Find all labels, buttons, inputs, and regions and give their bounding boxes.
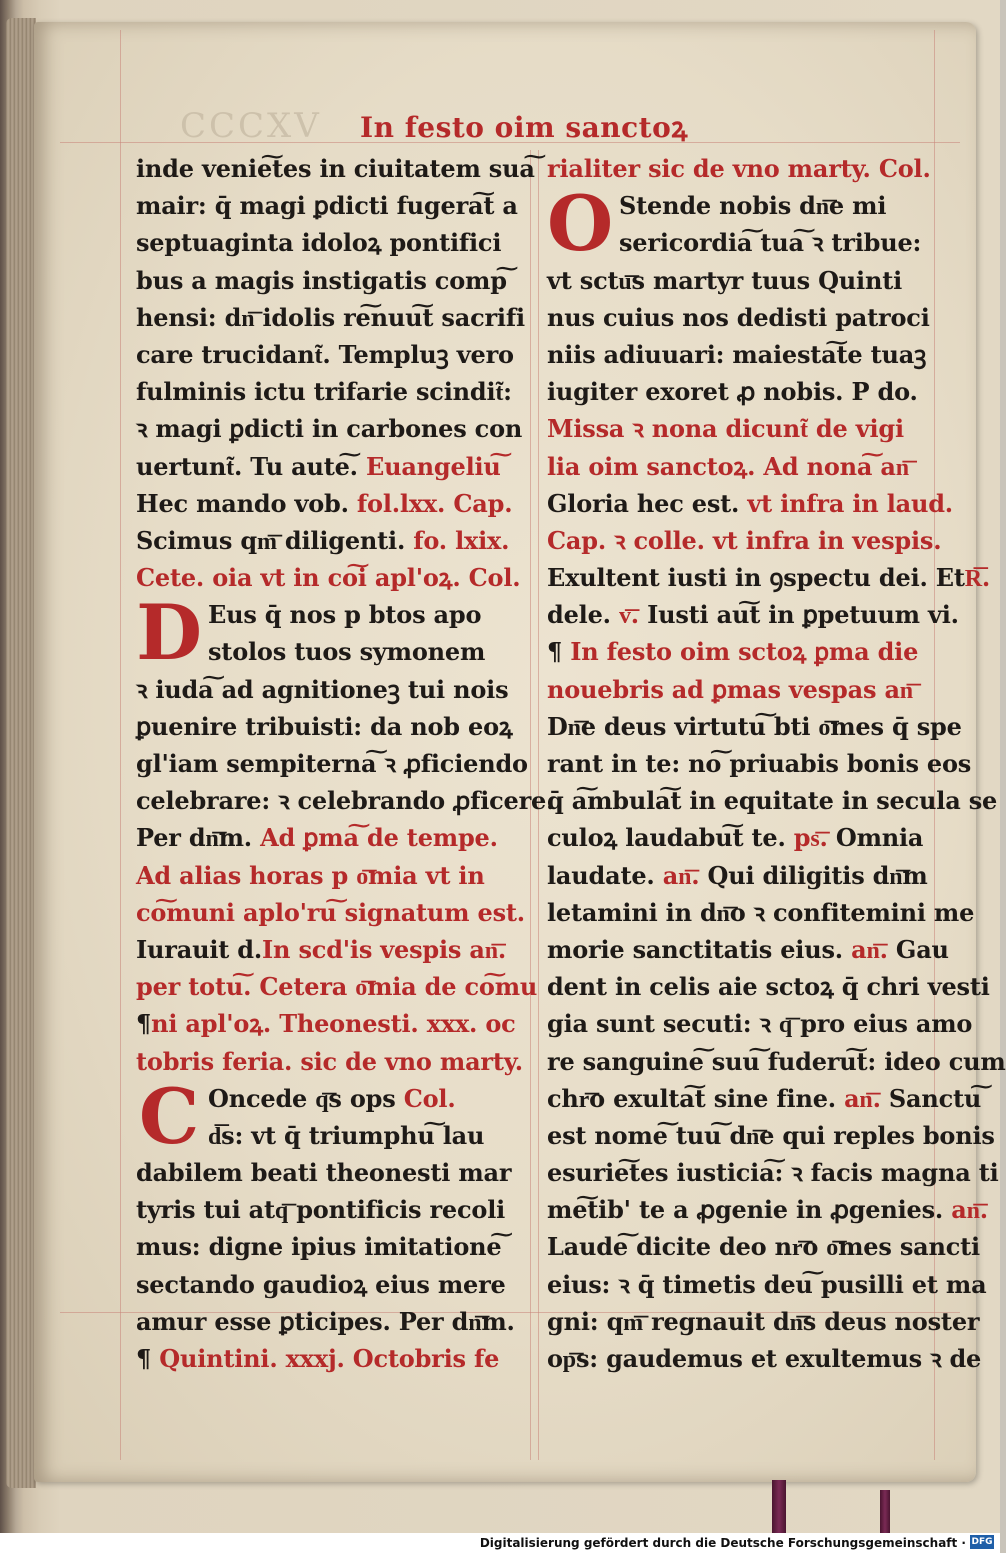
text-line	[136, 262, 516, 299]
text-line	[136, 373, 516, 410]
text-line	[136, 224, 516, 261]
text-line	[547, 336, 927, 373]
black-text: bus a magis instigatis comp͠	[136, 265, 507, 295]
black-text: Per dn͞m.	[136, 823, 252, 853]
rubric-text: vt infra in laud.	[739, 488, 953, 518]
text-line	[136, 782, 555, 819]
black-text: d͞s: vt q̄ triumphu͠ lau	[208, 1120, 485, 1150]
black-text: nus cuius nos dedisti patroci	[547, 302, 930, 332]
rubric-text: Euangeliu͠	[357, 451, 501, 481]
rubricated-initial: D	[136, 588, 202, 678]
text-line	[136, 745, 528, 782]
black-text: celebrare: ꝛ celebrando ꝓficere.	[136, 786, 555, 816]
black-text: gl'iam sempiterna͠ ꝛ ꝓficiendo	[136, 749, 528, 778]
black-text: ꝑuenire tribuisti: da nob eoꝝ	[136, 711, 513, 741]
bookmark-ribbon	[772, 1480, 786, 1533]
black-text: uertunt͂. Tu aute͠.	[136, 451, 358, 481]
digitization-footer	[0, 1533, 1000, 1553]
text-line	[547, 1154, 999, 1191]
rubric-text: an͞.	[943, 1195, 988, 1225]
text-line	[547, 857, 927, 894]
text-line	[547, 1303, 980, 1340]
black-text: gia sunt secuti: ꝛ q͞ pro eius amo	[547, 1009, 973, 1039]
rubric-text: Quintini. xxxj. Octobris fe	[151, 1344, 500, 1373]
text-line	[547, 596, 959, 633]
text-line	[547, 819, 927, 856]
rubric-text: fo. lxix.	[405, 525, 510, 555]
black-text: fulminis ictu trifarie scindit͂:	[136, 377, 512, 407]
text-line	[136, 410, 523, 447]
text-line	[547, 931, 949, 968]
text-line	[136, 1154, 516, 1191]
text-line	[547, 671, 927, 708]
text-line	[547, 559, 991, 596]
rubric-text: lia oim sanctoꝝ. Ad nona͠ an͞	[547, 451, 909, 481]
text-line	[547, 485, 953, 522]
black-text: laudate.	[547, 860, 655, 890]
rule-line	[120, 30, 121, 1460]
text-line	[547, 782, 998, 819]
black-text: hensi: dn͞ idolis re͠nuu͠t sacrifi	[136, 302, 525, 332]
black-text: niis adiuuari: maiesta͠te tuaꝫ	[547, 339, 927, 369]
black-text: op͞s: gaudemus et exultemus ꝛ de	[547, 1344, 982, 1373]
rubric-text: In festo oim sctoꝝ ꝑma die	[562, 637, 919, 667]
rubric-text: In scd'is vespis an͞.	[262, 934, 507, 964]
text-line	[547, 1117, 995, 1154]
black-text: vt sctu͞s martyr tuus Quinti	[547, 265, 903, 295]
black-text: culoꝝ laudabu͠t te.	[547, 823, 786, 853]
black-text: ¶	[547, 637, 563, 667]
black-text: me͠tib' te a ꝓgenie in ꝓgenies.	[547, 1195, 944, 1225]
text-line	[136, 559, 521, 596]
black-text: Scimus qm͞ diligenti.	[136, 525, 406, 555]
text-line	[136, 931, 516, 968]
text-line	[136, 894, 525, 931]
black-text: Hec mando vob.	[136, 488, 349, 518]
right-text-column	[547, 150, 1006, 1377]
rubric-text: Ad alias horas p o͞mia vt in	[136, 860, 485, 890]
text-line	[136, 1228, 516, 1265]
text-line	[547, 968, 990, 1005]
black-text: q̄ a͠mbula͠t in equitate in secula se	[547, 786, 998, 816]
left-text-column	[136, 150, 555, 1377]
rubric-text: per totu͠. Cetera o͞mia de co͠mu	[136, 972, 538, 1002]
text-line	[547, 150, 931, 187]
rubric-text: ps͞.	[785, 823, 828, 853]
black-text: tyris tui atq͞ pontificis recoli	[136, 1195, 506, 1225]
text-line	[136, 1043, 523, 1080]
text-line	[136, 299, 525, 336]
black-text: chr͞o exulta͠t sine fine.	[547, 1083, 836, 1113]
rubric-text: co͠muni aplo'ru͠ signatum est.	[136, 897, 525, 927]
text-line	[136, 485, 516, 522]
black-text: Omnia	[827, 823, 924, 853]
rubric-text: an͞.	[654, 860, 700, 890]
black-text: letamini in dn͞o ꝛ confitemini me	[547, 897, 975, 927]
text-line	[136, 1303, 516, 1340]
rubric-text: tobris feria. sic de vno marty.	[136, 1046, 523, 1076]
rubric-text: Col.	[395, 1083, 456, 1113]
text-line	[547, 894, 975, 931]
text-line	[547, 745, 972, 782]
dfg-logo: DFG	[971, 1537, 993, 1547]
black-text: morie sanctitatis eius.	[547, 934, 843, 964]
black-text: ꝛ iuda͠ ad agnitioneꝫ tui nois	[136, 674, 509, 704]
black-text: Sanctu͠	[880, 1083, 982, 1113]
black-text: esurie͠tes iusticia͠: ꝛ facis magna ti	[547, 1158, 999, 1188]
black-text: sectando gaudioꝝ eius mere	[136, 1269, 506, 1299]
black-text: mair: q̄ magi ꝑdicti fugera͠t a	[136, 191, 518, 221]
black-text: Qui diligitis dn͞m	[699, 860, 928, 890]
black-text: est nome͠ tuu͠ dn͞e qui reples bonis	[547, 1120, 995, 1150]
text-line	[136, 1191, 516, 1228]
rubric-text: v͞.	[610, 600, 639, 630]
show-through-folio: CCCXV	[180, 106, 322, 146]
rubric-text: Cete. oia vt in co͠i apl'oꝝ. Col.	[136, 563, 521, 593]
text-line	[547, 633, 927, 670]
black-text: Oncede q͞s ops	[208, 1083, 396, 1113]
black-text: Iusti au͠t in ꝑpetuum vi.	[638, 600, 959, 630]
text-line	[136, 857, 516, 894]
text-line	[547, 262, 927, 299]
text-line	[547, 299, 930, 336]
black-text: inde venie͠tes in ciuitatem sua͠	[136, 154, 535, 183]
text-line	[547, 1080, 982, 1117]
text-line	[136, 522, 516, 559]
black-text: rant in te: no͠ priuabis bonis eos	[547, 749, 972, 778]
black-text: re sanguine͠ suu͠ fuderu͠t: ideo cum	[547, 1046, 1006, 1076]
text-line	[136, 708, 516, 745]
text-line	[547, 1266, 987, 1303]
black-text: dent in celis aie sctoꝝ q̄ chri vesti	[547, 972, 990, 1002]
rubric-text: fol.lxx. Cap.	[348, 488, 513, 518]
text-line	[136, 187, 516, 224]
book-fore-edge	[6, 18, 36, 1488]
black-text: eius: ꝛ q̄ timetis deu͠ pusilli et ma	[547, 1269, 987, 1299]
text-line	[136, 150, 535, 187]
black-text: sericordia͠ tua͠ ꝛ tribue:	[619, 228, 922, 258]
black-text: amur esse ꝑticipes. Per dn͞m.	[136, 1306, 515, 1336]
rubric-text: Cap. ꝛ colle. vt infra in vespis.	[547, 525, 942, 555]
text-line	[136, 671, 516, 708]
black-text: ¶	[136, 1009, 152, 1039]
black-text: septuaginta idoloꝝ pontifici	[136, 228, 502, 258]
text-line	[547, 708, 962, 745]
text-line	[547, 1191, 988, 1228]
rubric-text: nouebris ad ꝑmas vespas an͞	[547, 674, 913, 704]
black-text: Stende nobis dn͞e mi	[619, 191, 887, 221]
black-text: Gloria hec est.	[547, 488, 740, 518]
rubric-text: rialiter sic de vno marty. Col.	[547, 154, 931, 183]
bookmark-ribbon	[880, 1490, 890, 1533]
black-text: ꝛ magi ꝑdicti in carbones con	[136, 414, 523, 444]
text-line	[547, 373, 927, 410]
text-line	[547, 1340, 982, 1377]
black-text: dele.	[547, 600, 611, 630]
rubric-text: Missa ꝛ nona dicunt͂ de vigi	[547, 414, 904, 444]
text-line	[136, 336, 516, 373]
black-text: ¶	[136, 1344, 152, 1373]
text-line	[136, 1266, 516, 1303]
rubric-text: Ad ꝑma͠ de tempe.	[251, 823, 498, 853]
rubricated-initial: C	[138, 1071, 200, 1161]
text-line	[547, 448, 927, 485]
rubricated-initial: O	[547, 179, 614, 269]
black-text: iugiter exoret ꝓ nobis. P do.	[547, 377, 918, 407]
text-line	[136, 1340, 516, 1377]
black-text: Laude͠ dicite deo nr͞o o͞mes sancti	[547, 1232, 980, 1262]
text-line	[136, 1005, 516, 1042]
funding-credit: Digitalisierung gefördert durch die Deutsche Forschungsgemeinschaft ·	[479, 1536, 966, 1550]
black-text: gni: qm͞ regnauit dn͞s deus noster	[547, 1306, 980, 1336]
rubric-text: ni apl'oꝝ.	[151, 1009, 272, 1039]
black-text: care trucidant͂. Templuꝫ vero	[136, 339, 514, 369]
text-line	[547, 410, 927, 447]
text-line	[547, 1043, 1006, 1080]
text-line	[547, 522, 942, 559]
black-text: Dn͞e deus virtutu͠ bti o͞mes q̄ spe	[547, 711, 962, 741]
rubric-text: R͞.	[964, 563, 991, 593]
rubric-text: Theonesti. xxx. oc	[271, 1009, 516, 1039]
text-line	[547, 1228, 980, 1265]
black-text: mus: digne ipius imitatione͠	[136, 1232, 502, 1262]
running-head: In festo oim sanctoꝝ	[360, 111, 688, 144]
black-text: dabilem beati theonesti mar	[136, 1158, 512, 1188]
rubric-text: an͞.	[835, 1083, 881, 1113]
black-text: Gau	[887, 934, 949, 964]
black-text: Eus q̄ nos p btos apo	[208, 600, 482, 630]
black-text: Exultent iusti in ꝯspectu dei. Et	[547, 563, 965, 593]
text-line	[136, 819, 516, 856]
text-line	[547, 1005, 973, 1042]
black-text: stolos tuos symonem	[208, 637, 486, 667]
text-line	[136, 968, 538, 1005]
black-text: Iurauit d.	[136, 934, 263, 964]
rubric-text: an͞.	[842, 934, 888, 964]
text-line	[136, 448, 516, 485]
